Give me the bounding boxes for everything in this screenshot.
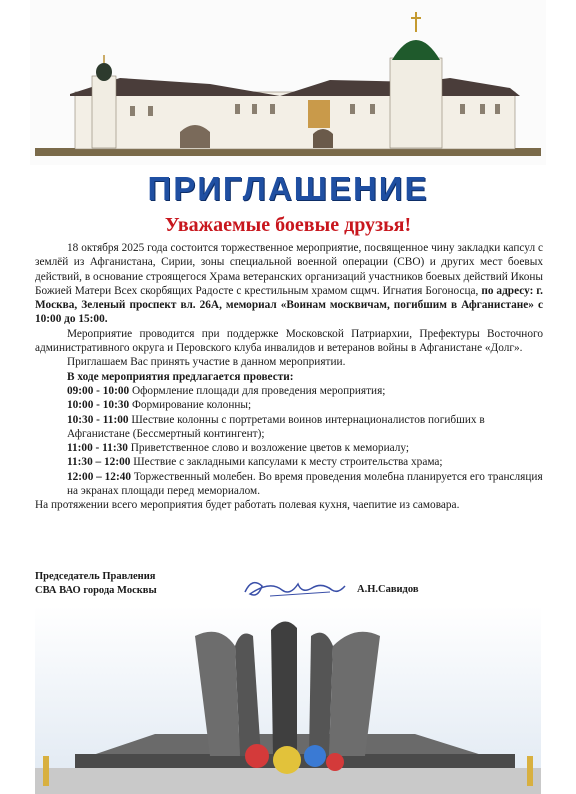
signer-name: А.Н.Савидов [357,584,419,595]
paragraph-invite: Приглашаем Вас принять участие в данном мероприятии. [67,356,346,369]
paragraph-event [35,241,543,327]
schedule-time: 09:00 - 10:00 [67,384,130,397]
schedule-time: 10:00 - 10:30 [67,399,130,412]
signature-scribble [240,572,350,604]
schedule-text: Приветственное слово и возложение цветов к мемориалу; [127,442,410,455]
greeting: Уважаемые боевые друзья! [164,214,412,236]
schedule-list [35,384,543,498]
schedule-text: Шествие с закладными капсулами к месту строительства храма; [130,456,443,469]
page-title: ПРИГЛАШЕНИЕ [147,170,429,207]
schedule-time: 12:00 – 12:40 [67,470,132,483]
schedule-text: Шествие колонны с портретами воинов интернационалистов погибших в Афганистане (Бессмертный контингент); [67,413,485,440]
church-illustration [30,0,546,165]
signature-block [35,570,157,598]
schedule-time: 11:30 – 12:00 [67,456,131,469]
paragraph-kitchen: На протяжении всего мероприятия будет работать полевая кухня, чаепитие из самовара. [35,499,460,512]
schedule-time: 11:00 - 11:30 [67,442,128,455]
schedule-item [35,441,543,455]
event-address: по адресу: г. Москва, Зеленый проспект вл. 26А, мемориал «Воинам москвичам, погибшим в Афганистане» с 10:00 до 15:00. [35,284,543,326]
schedule-time: 10:30 - 11:00 [67,413,129,426]
schedule-item [35,470,543,499]
schedule-text: Оформление площади для проведения мероприятия; [129,384,386,397]
schedule-text: Торжественный молебен. Во время проведения молебна планируется его трансляция на экранах площади перед мемориалом. [67,470,543,498]
schedule-item [35,398,543,412]
schedule-item [35,384,543,398]
invitation-text [35,241,543,513]
schedule-item [35,413,543,442]
memorial-photo [35,606,541,794]
signer-title: Председатель Правления [35,571,156,582]
schedule-text: Формирование колонны; [129,399,252,412]
paragraph-support: Мероприятие проводится при поддержке Московской Патриархии, Префектуры Восточного административного округа и Перовского клуба инвалидов и ветеранов войны в Афганистане «Долг». [35,327,543,355]
schedule-item [35,455,543,469]
schedule-heading: В ходе мероприятия предлагается провести: [67,370,294,383]
signer-organization: СВА ВАО города Москвы [35,585,157,596]
event-description: 18 октября 2025 года состоится торжественное мероприятие, посвященное чину закладки капсул с землёй из Афганистана, Сирии, зоны специальной военной операции (СВО) и других мест боевых действий, в основание строящегося Храма ветеранских организаций участников боевых действий Иконы Божией Матери Всех скорбящих Радосте с крестильным храмом сщмч. Игнатия Богоносца, [35,242,543,297]
